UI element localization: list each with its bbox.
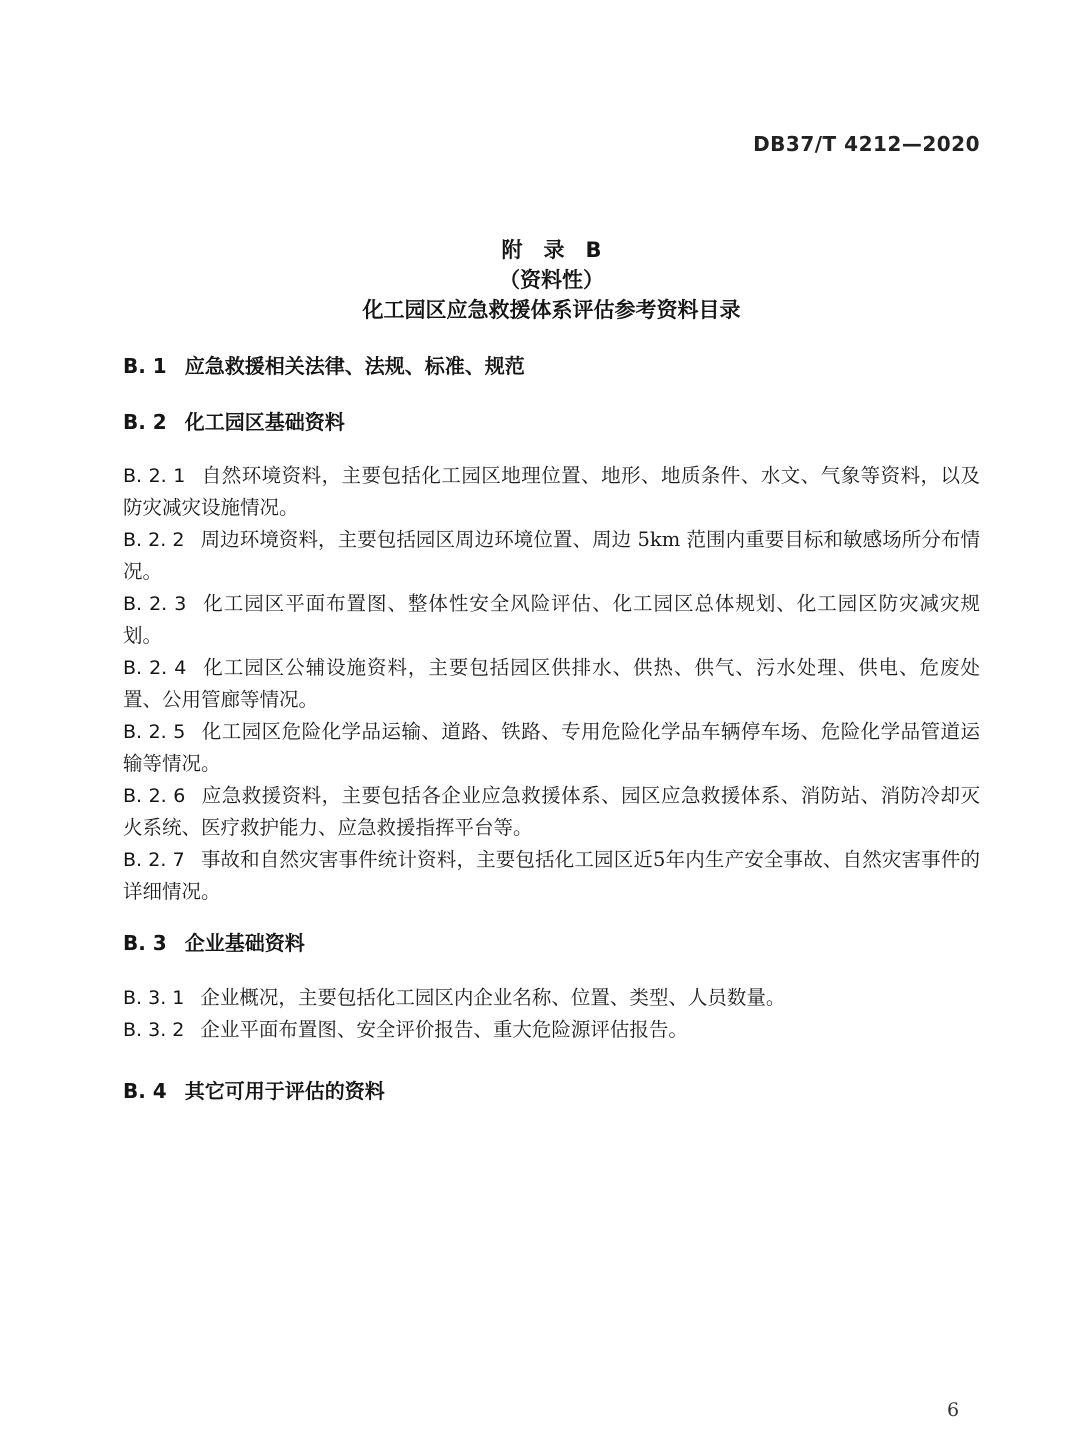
clause-text: 化工园区危险化学品运输、道路、铁路、专用危险化学品车辆停车场、危险化学品管道运输等情况。 bbox=[123, 720, 980, 775]
section-title: 应急救援相关法律、法规、标准、规范 bbox=[184, 354, 525, 378]
clause-b3-2 bbox=[123, 1014, 980, 1046]
clause-id: B. 2. 4 bbox=[123, 657, 187, 679]
clause-id: B. 2. 7 bbox=[123, 849, 185, 871]
doc-number: DB37/T 4212—2020 bbox=[753, 132, 980, 156]
appendix-title-block bbox=[123, 235, 980, 325]
section-heading-b4 bbox=[123, 1078, 980, 1104]
clause-b3-1 bbox=[123, 982, 980, 1014]
clause-id: B. 2. 3 bbox=[123, 593, 187, 615]
section-heading-b2 bbox=[123, 409, 980, 435]
clause-text: 应急救援资料，主要包括各企业应急救援体系、园区应急救援体系、消防站、消防冷却灭火系统、医疗救护能力、应急救援指挥平台等。 bbox=[123, 784, 980, 839]
section-title: 化工园区基础资料 bbox=[184, 410, 345, 434]
clause-b2-1 bbox=[123, 460, 980, 524]
section-title: 企业基础资料 bbox=[184, 931, 305, 955]
clause-b2-7 bbox=[123, 844, 980, 908]
section-id: B. 1 bbox=[123, 354, 167, 378]
section-id: B. 3 bbox=[123, 931, 167, 955]
clause-text: 事故和自然灾害事件统计资料，主要包括化工园区近5年内生产安全事故、自然灾害事件的详细情况。 bbox=[123, 848, 980, 903]
clause-text: 企业平面布置图、安全评价报告、重大危险源评估报告。 bbox=[200, 1018, 688, 1041]
section-b2-clauses bbox=[123, 460, 980, 908]
section-heading-b1 bbox=[123, 353, 980, 379]
clause-b2-6 bbox=[123, 780, 980, 844]
clause-text: 化工园区平面布置图、整体性安全风险评估、化工园区总体规划、化工园区防灾减灾规划。 bbox=[123, 592, 980, 647]
clause-text: 化工园区公辅设施资料，主要包括园区供排水、供热、供气、污水处理、供电、危废处置、公用管廊等情况。 bbox=[123, 656, 980, 711]
section-title: 其它可用于评估的资料 bbox=[184, 1079, 385, 1103]
clause-b2-5 bbox=[123, 716, 980, 780]
clause-id: B. 2. 1 bbox=[123, 465, 186, 487]
clause-b2-2 bbox=[123, 524, 980, 588]
clause-b2-3 bbox=[123, 588, 980, 652]
section-id: B. 2 bbox=[123, 410, 167, 434]
clause-text: 自然环境资料，主要包括化工园区地理位置、地形、地质条件、水文、气象等资料，以及防灾减灾设施情况。 bbox=[123, 464, 980, 519]
clause-id: B. 2. 6 bbox=[123, 785, 186, 807]
clause-id: B. 2. 5 bbox=[123, 721, 186, 743]
appendix-title: 附 录 B bbox=[501, 238, 602, 262]
clause-id: B. 2. 2 bbox=[123, 529, 185, 551]
section-heading-b3 bbox=[123, 930, 980, 956]
clause-id: B. 3. 2 bbox=[123, 1019, 185, 1041]
clause-id: B. 3. 1 bbox=[123, 987, 185, 1009]
appendix-type: （资料性） bbox=[499, 268, 604, 292]
section-id: B. 4 bbox=[123, 1079, 167, 1103]
page-number: 6 bbox=[946, 1399, 960, 1421]
section-b3-clauses bbox=[123, 982, 980, 1046]
appendix-subject: 化工园区应急救援体系评估参考资料目录 bbox=[362, 298, 741, 322]
clause-b2-4 bbox=[123, 652, 980, 716]
clause-text: 企业概况，主要包括化工园区内企业名称、位置、类型、人员数量。 bbox=[200, 986, 786, 1009]
clause-text: 周边环境资料，主要包括园区周边环境位置、周边 5km 范围内重要目标和敏感场所分布情况。 bbox=[123, 528, 980, 583]
